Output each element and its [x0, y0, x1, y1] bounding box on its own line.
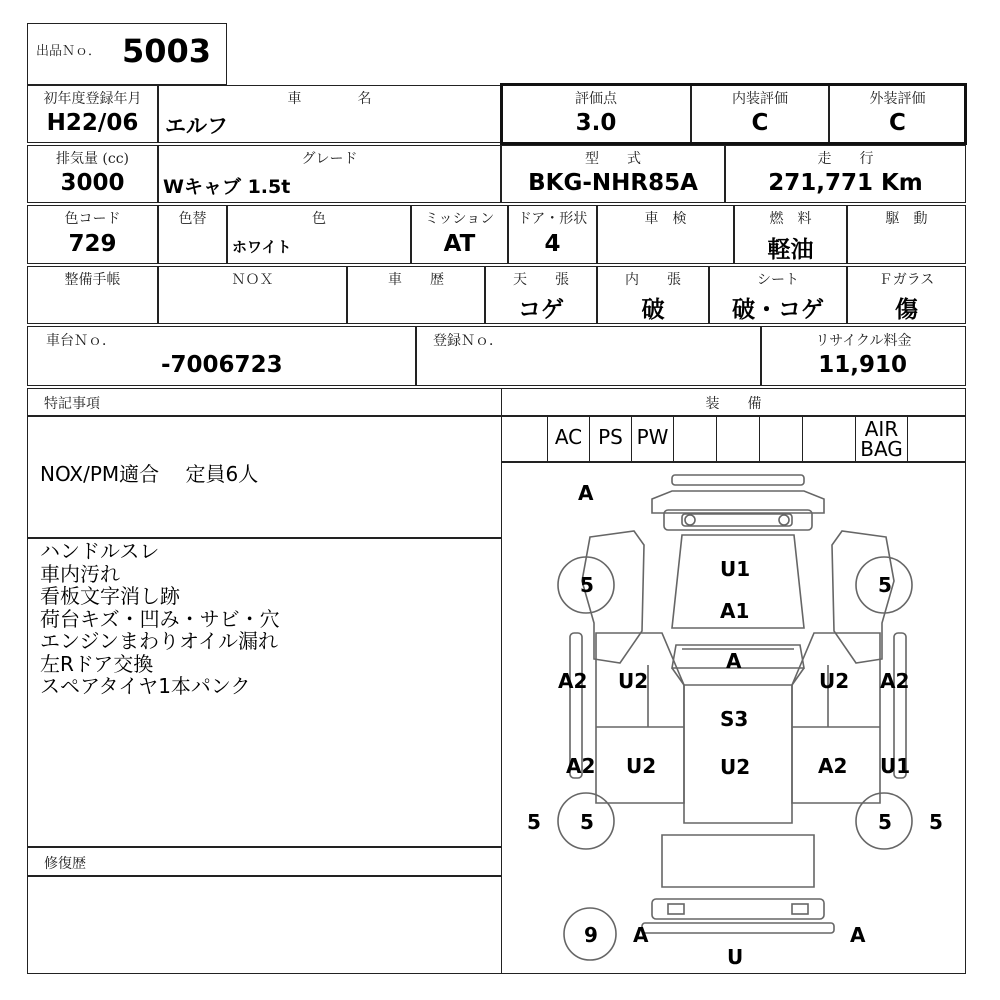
- diagram-tire-front-right: 5: [878, 573, 892, 597]
- car-name-value: エルフ: [165, 114, 228, 138]
- door-value: 4: [544, 231, 561, 257]
- chassis-no-cell: [27, 326, 416, 386]
- repair-header: [27, 847, 502, 876]
- seat-value: 破・コゲ: [732, 297, 824, 323]
- displacement-cell: [27, 145, 158, 203]
- equipment-slot: [717, 417, 760, 462]
- equipment-ps: PS: [590, 417, 632, 462]
- history-cell: [347, 266, 485, 324]
- model-label: 型 式: [585, 151, 641, 167]
- grade-label: グレード: [301, 151, 358, 167]
- mileage-label: 走 行: [817, 151, 874, 167]
- interior-label: 内装評価: [732, 91, 788, 107]
- chassis-no-value: -7006723: [161, 352, 283, 378]
- diagram-cabin-mid-mark: S3: [720, 707, 749, 731]
- car-name-cell: [158, 85, 501, 143]
- inner-trim-value: 破: [641, 297, 665, 323]
- lot-number: 5003: [122, 32, 212, 70]
- diagram-outer-rear-left: 5: [527, 810, 541, 834]
- color-cell: [227, 205, 411, 264]
- seat-cell: [709, 266, 847, 324]
- mission-label: ミッション: [424, 211, 495, 227]
- inspection-cell: [597, 205, 734, 264]
- car-name-label: 車 名: [287, 91, 372, 107]
- diagram-tire-rear-right: 5: [878, 810, 892, 834]
- fuel-value: 軽油: [767, 237, 814, 263]
- door-label: ドア・形状: [517, 211, 588, 227]
- damage-diagram-area: [501, 462, 966, 974]
- recycle-fee-value: 11,910: [818, 352, 907, 378]
- drive-cell: [847, 205, 966, 264]
- color-change-cell: [158, 205, 227, 264]
- diagram-cabin-low-mark: U2: [720, 755, 751, 779]
- equipment-slot: [908, 417, 966, 462]
- equipment-slot: [532, 417, 548, 462]
- diagram-rear-left-mark: A: [633, 923, 649, 947]
- fuel-cell: [734, 205, 847, 264]
- model-cell: [501, 145, 725, 203]
- diagram-right-u2-upper: U2: [819, 669, 850, 693]
- diagram-rear-mark: U: [727, 945, 744, 969]
- equipment-pw: PW: [632, 417, 674, 462]
- note-item: 看板文字消し跡: [40, 584, 180, 608]
- note-item: 車内汚れ: [40, 561, 120, 586]
- note-item: ハンドルスレ: [40, 539, 160, 563]
- service-book-cell: [27, 266, 158, 324]
- diagram-right-a2-lower: A2: [818, 754, 848, 778]
- color-code-label: 色コード: [64, 211, 121, 227]
- grade-value: Wキャブ 1.5t: [163, 176, 291, 198]
- lot-label: 出品Ｎｏ．: [36, 44, 102, 59]
- notes-label: 特記事項: [44, 396, 100, 412]
- notes-list: [40, 540, 280, 698]
- displacement-value: 3000: [60, 170, 125, 196]
- equipment-slot: [803, 417, 856, 462]
- equipment-row: [501, 416, 966, 462]
- door-cell: [508, 205, 597, 264]
- repair-label: 修復歴: [44, 856, 86, 872]
- score-value: 3.0: [575, 110, 617, 136]
- grade-cell: [158, 145, 501, 203]
- fuel-label: 燃 料: [769, 211, 812, 227]
- ceiling-value: コゲ: [518, 297, 564, 323]
- score-label: 評価点: [575, 91, 617, 107]
- diagram-outer-rear-right: 5: [929, 810, 943, 834]
- equipment-airbag: AIR BAG: [856, 417, 908, 462]
- registration-label: 初年度登録年月: [43, 91, 142, 107]
- service-book-label: 整備手帳: [64, 272, 121, 288]
- diagram-rear-right-mark: A: [850, 923, 866, 947]
- front-glass-cell: [847, 266, 966, 324]
- equipment-header: [501, 388, 966, 416]
- inner-trim-cell: [597, 266, 709, 324]
- exterior-label: 外装評価: [869, 91, 926, 107]
- diagram-tire-rear-left: 5: [580, 810, 594, 834]
- history-label: 車 歴: [388, 272, 444, 288]
- repair-body: [27, 876, 502, 974]
- diagram-front-mark: A: [578, 481, 594, 505]
- registration-cell: [27, 85, 158, 143]
- color-change-label: 色替: [178, 211, 207, 227]
- registration-value: H22/06: [46, 110, 139, 136]
- drive-label: 駆 動: [885, 211, 928, 227]
- mission-cell: [411, 205, 508, 264]
- notes-lower: [27, 538, 502, 847]
- equipment-label: 装 備: [705, 396, 762, 412]
- chassis-no-label: 車台Ｎｏ．: [46, 333, 116, 349]
- equipment-slot: [760, 417, 803, 462]
- diagram-left-u2-upper: U2: [618, 669, 649, 693]
- inspection-label: 車 検: [644, 211, 687, 227]
- equipment-ac: AC: [548, 417, 590, 462]
- diagram-right-u1-lower: U1: [880, 754, 911, 778]
- diagram-hood-mid-mark: A1: [720, 599, 750, 623]
- note-item: 荷台キズ・凹み・サビ・穴: [40, 606, 280, 631]
- mileage-value: 271,771 Km: [768, 170, 923, 196]
- color-code-cell: [27, 205, 158, 264]
- diagram-left-a2-lower: A2: [566, 754, 596, 778]
- registration-no-cell: [416, 326, 761, 386]
- mission-value: AT: [443, 231, 476, 257]
- note-item: スペアタイヤ1本パンク: [40, 674, 251, 698]
- lot-box: [27, 23, 227, 85]
- color-label: 色: [312, 211, 326, 227]
- note-item: エンジンまわりオイル漏れ: [40, 629, 278, 653]
- mileage-cell: [725, 145, 966, 203]
- front-glass-value: 傷: [895, 297, 918, 323]
- nox-label: ＮＯＸ: [231, 272, 274, 288]
- model-value: BKG-NHR85A: [528, 170, 698, 196]
- color-code-value: 729: [68, 231, 117, 257]
- equipment-slot: [674, 417, 717, 462]
- front-glass-label: Ｆガラス: [878, 272, 935, 288]
- nox-cell: [158, 266, 347, 324]
- registration-no-label: 登録Ｎｏ．: [433, 333, 503, 349]
- diagram-tire-front-left: 5: [580, 573, 594, 597]
- score-highlight: [500, 83, 967, 145]
- exterior-value: C: [889, 110, 906, 136]
- interior-value: C: [751, 110, 769, 136]
- recycle-fee-label: リサイクル料金: [815, 333, 912, 349]
- ceiling-cell: [485, 266, 597, 324]
- notes-upper: [27, 416, 502, 538]
- recycle-fee-cell: [761, 326, 966, 386]
- note-item: 左Rドア交換: [40, 651, 154, 676]
- diagram-spare-tire: 9: [584, 923, 598, 947]
- inner-trim-label: 内 張: [625, 272, 681, 288]
- displacement-label: 排気量 (cc): [55, 151, 130, 167]
- notes-line-1: NOX/PM適合 定員6人: [40, 462, 259, 486]
- notes-header: [27, 388, 502, 416]
- seat-label: シート: [757, 272, 799, 288]
- diagram-hood-top-mark: U1: [720, 557, 751, 581]
- color-value: ホワイト: [232, 238, 292, 256]
- ceiling-label: 天 張: [513, 272, 569, 288]
- diagram-left-a2-upper: A2: [558, 669, 588, 693]
- diagram-right-a2-upper: A2: [880, 669, 910, 693]
- diagram-cabin-top-mark: A: [726, 649, 742, 673]
- diagram-left-u2-lower: U2: [626, 754, 657, 778]
